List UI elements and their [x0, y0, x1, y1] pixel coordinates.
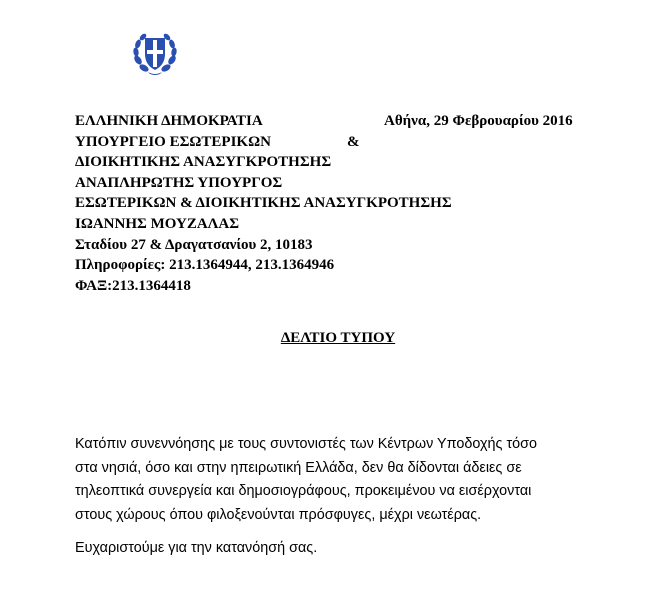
letterhead: [75, 111, 452, 296]
document-date: Αθήνα, 29 Φεβρουαρίου 2016: [384, 113, 573, 129]
minister-name: ΙΩΑΝΝΗΣ ΜΟΥΖΑΛΑΣ: [75, 215, 240, 232]
body-line: Κατόπιν συνεννόησης με τους συντονιστές των Κέντρων Υποδοχής τόσο: [75, 436, 538, 452]
fax-info: ΦΑΞ:213.1364418: [75, 277, 191, 294]
ministry-name: ΥΠΟΥΡΓΕΙΟ ΕΣΩΤΕΡΙΚΩΝ: [75, 133, 271, 150]
coat-of-arms-icon: [132, 30, 178, 76]
press-release-title: ΔΕΛΤΙΟ ΤΥΠΟΥ: [280, 330, 396, 346]
deputy-minister-portfolio: ΕΣΩΤΕΡΙΚΩΝ & ΔΙΟΙΚΗΤΙΚΗΣ ΑΝΑΣΥΓΚΡΟΤΗΣΗΣ: [75, 195, 452, 212]
ministry-name-cont: ΔΙΟΙΚΗΤΙΚΗΣ ΑΝΑΣΥΓΚΡΟΤΗΣΗΣ: [75, 154, 332, 171]
ampersand: &: [347, 133, 360, 150]
body-line: στους χώρους όπου φιλοξενούνται πρόσφυγες, μέχρι νεωτέρας.: [75, 506, 482, 523]
closing-line: Ευχαριστούμε για την κατανόησή σας.: [75, 540, 318, 556]
phone-info: Πληροφορίες: 213.1364944, 213.1364946: [75, 257, 335, 274]
body-line: στα νησιά, όσο και στην ηπειρωτική Ελλάδα, δεν θα δίδονται άδειες σε: [75, 459, 522, 476]
country-name: ΕΛΛΗΝΙΚΗ ΔΗΜΟΚΡΑΤΙΑ: [75, 113, 263, 129]
body-paragraph: [75, 433, 635, 527]
deputy-minister-title: ΑΝΑΠΛΗΡΩΤΗΣ ΥΠΟΥΡΓΟΣ: [75, 174, 283, 191]
address: Σταδίου 27 & Δραγατσανίου 2, 10183: [75, 236, 313, 253]
body-line: τηλεοπτικά συνεργεία και δημοσιογράφους, προκειμένου να εισέρχονται: [75, 483, 532, 499]
